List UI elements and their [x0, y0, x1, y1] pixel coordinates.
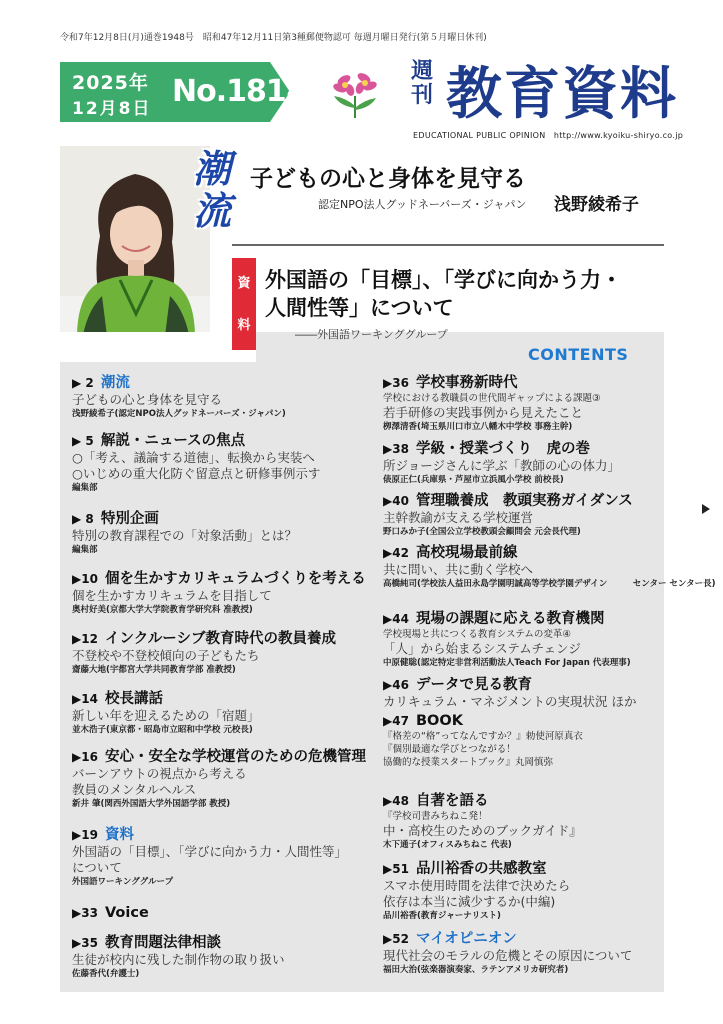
entry-page-number: ▶47 — [383, 714, 409, 728]
contents-entry — [383, 712, 663, 769]
contents-panel-mask — [60, 332, 256, 362]
contents-entry — [72, 510, 372, 556]
contents-entry — [72, 826, 372, 888]
entry-heading — [72, 690, 372, 708]
divider — [232, 244, 664, 246]
entry-author: 品川裕香(教育ジャーナリスト) — [383, 911, 501, 921]
entry-heading — [72, 934, 372, 952]
entry-title: 現場の課題に応える教育機関 — [416, 611, 605, 627]
entry-heading — [72, 374, 372, 392]
entry-page-number: ▶12 — [72, 632, 98, 646]
entry-heading — [72, 630, 372, 648]
document-label-char1: 資 — [237, 276, 251, 291]
issue-date-banner — [60, 62, 306, 122]
entry-summary: 子どもの心と身体を見守る — [72, 392, 223, 407]
entry-page-number: ▶48 — [383, 794, 409, 808]
entry-summary: 個を生かすカリキュラムを目指して — [72, 588, 272, 603]
page-edge-marker — [702, 504, 710, 514]
entry-title: 校長講話 — [105, 691, 163, 707]
entry-author: 木下通子(オフィスみちねこ 代表) — [383, 840, 512, 850]
feature-organization: 認定NPO法人グッドネーバーズ・ジャパン — [318, 198, 527, 211]
contents-entry — [383, 492, 663, 538]
entry-page-number: ▶35 — [72, 936, 98, 950]
entry-summary: カリキュラム・マネジメントの実現状況 ほか — [383, 694, 637, 709]
entry-summary: 共に問い、共に動く学校へ — [383, 562, 534, 577]
entry-title: 学級・授業づくり 虎の巻 — [416, 441, 590, 457]
entry-summary: 「人」から始まるシステムチェンジ — [383, 641, 581, 656]
entry-title: Voice — [105, 905, 149, 921]
entry-subheading: 学校現場と共につくる教育システムの変革④ — [383, 629, 571, 640]
entry-heading — [383, 492, 663, 510]
entry-heading — [383, 860, 663, 878]
entry-page-number: ▶38 — [383, 442, 409, 456]
entry-page-number: ▶51 — [383, 862, 409, 876]
entry-title: 潮流 — [100, 375, 130, 391]
entry-title: マイオピニオン — [416, 931, 517, 947]
document-title-line1: 外国語の「目標」、「学びに向かう力・ — [265, 268, 622, 292]
entry-page-number: ▶42 — [383, 546, 409, 560]
entry-author: 浅野綾希子(認定NPO法人グッドネーバーズ・ジャパン) — [72, 409, 286, 419]
entry-author: 佐藤香代(弁護士) — [72, 969, 140, 979]
entry-heading — [383, 712, 663, 730]
logo-weekly: 週刊 — [410, 59, 433, 108]
feature-title: 子どもの心と身体を見守る — [250, 166, 526, 192]
entry-title: 資料 — [105, 827, 134, 843]
entry-summary: 中・高校生のためのブックガイド』 — [383, 823, 582, 838]
entry-title: インクルーシブ教育時代の教員養成 — [105, 631, 336, 647]
entry-author: 奥村好美(京都大学大学院教育学研究科 准教授) — [72, 605, 253, 615]
entry-subheading: 学校における教職員の世代間ギャップによる課題③ — [383, 393, 601, 404]
entry-summary: ○いじめの重大化防ぐ留意点と研修事例示す — [72, 466, 321, 481]
entry-page-number: ▶46 — [383, 678, 409, 692]
contents-entry — [72, 690, 372, 736]
entry-title: 自著を語る — [416, 793, 489, 809]
entry-heading — [383, 610, 663, 628]
entry-heading — [72, 510, 372, 528]
entry-page-number: ▶10 — [72, 572, 98, 586]
contents-entry — [383, 676, 663, 710]
document-title-line2: 人間性等」について — [265, 296, 454, 320]
entry-page-number: ▶16 — [72, 750, 98, 764]
contents-entry — [72, 432, 372, 494]
entry-author: 齋藤大地(宇都宮大学共同教育学部 准教授) — [72, 665, 236, 675]
entry-author: 栁澤清香(埼玉県川口市立八幡木中学校 事務主幹) — [383, 422, 573, 432]
entry-summary: 新しい年を迎えるための「宿題」 — [72, 708, 260, 723]
entry-page-number: ▶ 5 — [72, 434, 94, 448]
entry-author: 並木浩子(東京都・昭島市立昭和中学校 元校長) — [72, 725, 253, 735]
entry-page-number: ▶ 8 — [72, 512, 94, 526]
entry-title: 安心・安全な学校運営のための危機管理 — [105, 749, 366, 765]
entry-author: 編集部 — [72, 545, 98, 555]
entry-summary: 特別の教育課程での「対象活動」とは？ — [72, 528, 298, 543]
entry-title: 特別企画 — [100, 511, 159, 527]
entry-author: 外国語ワーキンググループ — [72, 877, 174, 887]
logo-title: 教育資料 — [446, 61, 678, 127]
entry-page-number: ▶ 2 — [72, 376, 94, 390]
entry-summary: 若手研修の実践事例から見えたこと — [383, 405, 584, 420]
contents-entry — [72, 904, 372, 922]
entry-page-number: ▶44 — [383, 612, 409, 626]
contents-entry — [72, 374, 372, 420]
entry-page-number: ▶36 — [383, 376, 409, 390]
entry-summary: 教員のメンタルヘルス — [72, 782, 197, 797]
entry-title: 解説・ニュースの焦点 — [100, 433, 246, 449]
entry-heading — [72, 826, 372, 844]
contents-entry — [383, 610, 663, 669]
entry-summary: 所ジョージさんに学ぶ「教師の心の体力」 — [383, 458, 621, 473]
logo-english-url: EDUCATIONAL PUBLIC OPINION http://www.kyoiku-shiryo.co.jp — [413, 131, 684, 140]
document-label-char2: 料 — [237, 318, 251, 333]
issue-year: 2025年 — [72, 72, 149, 94]
issue-number: No.1818 — [172, 74, 306, 109]
contents-heading: CONTENTS — [528, 345, 629, 364]
entry-summary: 主幹教諭が支える学校運営 — [383, 510, 534, 525]
entry-summary: 不登校や不登校傾向の子どもたち — [72, 648, 260, 663]
entry-heading — [72, 904, 372, 922]
entry-summary: スマホ使用時間を法律で決めたら — [383, 878, 571, 893]
entry-title: 高校現場最前線 — [416, 545, 518, 561]
entry-title: 教育問題法律相談 — [105, 935, 221, 951]
contents-entry — [72, 570, 372, 616]
entry-summary: 外国語の「目標」、「学びに向かう力・人間性等」 — [72, 844, 348, 859]
entry-author: 高橋純司(学校法人益田永島学園明誠高等学校学園デザイン センター センター長) — [383, 579, 716, 589]
feature-author: 浅野綾希子 — [554, 195, 639, 215]
flower-icon — [330, 66, 380, 118]
entry-author: 編集部 — [72, 483, 98, 493]
issue-date: 12月8日 — [72, 99, 152, 119]
contents-entry — [72, 934, 372, 980]
entry-heading — [383, 374, 663, 392]
entry-subheading: 『格差の“格”ってなんですか？』勅使河原真衣 — [383, 731, 583, 742]
entry-author: 福田大治(弦楽器演奏家、ラテンアメリカ研究者) — [383, 965, 569, 975]
entry-heading — [383, 930, 663, 948]
entry-heading — [72, 748, 372, 766]
entry-subheading: 『個別最適な学びとつながる！ — [383, 744, 516, 755]
entry-page-number: ▶33 — [72, 906, 98, 920]
document-subtitle: ――外国語ワーキンググループ — [295, 328, 448, 341]
author-photo — [60, 146, 210, 360]
entry-title: 学校事務新時代 — [416, 375, 518, 391]
entry-page-number: ▶19 — [72, 828, 98, 842]
entry-title: データで見る教育 — [416, 677, 532, 693]
entry-title: 個を生かすカリキュラムづくりを考える — [105, 571, 366, 587]
contents-entry — [383, 544, 716, 590]
entry-title: 品川裕香の共感教室 — [416, 861, 547, 877]
entry-summary: 生徒が校内に残した制作物の取り扱い — [72, 952, 285, 967]
entry-author: 中原健聡(認定特定非営利活動法人Teach For Japan 代表理事) — [383, 658, 631, 668]
entry-subheading: 協働的な授業スタートブック』丸岡慎弥 — [383, 757, 554, 768]
entry-title: BOOK — [416, 713, 463, 729]
contents-entry — [72, 630, 372, 676]
contents-entry — [383, 860, 663, 922]
entry-summary: ○「考え、議論する道徳」、転換から実装へ — [72, 450, 315, 465]
contents-entry — [383, 440, 663, 486]
entry-heading — [383, 440, 663, 458]
entry-author: 新井 肇(関西外国語大学外国語学部 教授) — [72, 799, 231, 809]
entry-summary: 依存は本当に減少するか(中編) — [383, 894, 556, 909]
entry-title: 管理職養成 教頭実務ガイダンス — [416, 493, 633, 509]
entry-page-number: ▶40 — [383, 494, 409, 508]
entry-heading — [72, 432, 372, 450]
entry-author: 俵原正仁(兵庫県・芦屋市立浜風小学校 前校長) — [383, 475, 564, 485]
entry-summary: について — [72, 860, 122, 875]
entry-summary: バーンアウトの視点から考える — [72, 766, 247, 781]
entry-page-number: ▶14 — [72, 692, 98, 706]
publication-info-line: 令和7年12月8日(月)通巻1948号 昭和47年12月11日第3種郵便物認可 毎週月曜日発行(第５月曜日休刊) — [60, 33, 487, 43]
entry-page-number: ▶52 — [383, 932, 409, 946]
entry-heading — [72, 570, 372, 588]
entry-author: 野口みか子(全国公立学校教頭会顧問会 元会長代理) — [383, 527, 581, 537]
contents-entry — [72, 748, 372, 810]
contents-entry — [383, 792, 663, 851]
entry-subheading: 『学校司書みちねこ発！ — [383, 811, 488, 822]
entry-heading — [383, 792, 663, 810]
entry-heading — [383, 676, 663, 694]
contents-entry — [383, 374, 663, 433]
entry-heading — [383, 544, 663, 562]
entry-summary: 現代社会のモラルの危機とその原因について — [383, 948, 633, 963]
document-label — [232, 258, 256, 350]
contents-entry — [383, 930, 663, 976]
feature-label: 潮流 — [193, 147, 232, 233]
